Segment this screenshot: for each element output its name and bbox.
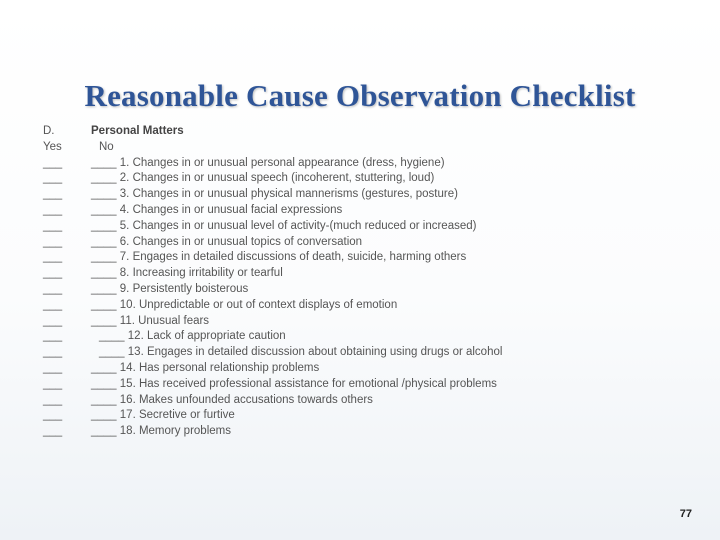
section-letter: D.	[43, 125, 55, 137]
yes-blank: ___	[43, 346, 63, 359]
checklist-item	[43, 298, 703, 314]
item-text: ____ 9. Persistently boisterous	[91, 282, 249, 295]
item-text: ____ 3. Changes in or unusual physical mannerisms (gestures, posture)	[91, 188, 458, 201]
checklist-item	[43, 203, 703, 219]
checklist-item	[43, 187, 703, 203]
checklist-item	[43, 156, 703, 172]
yes-no-header	[43, 140, 703, 156]
page-number: 77	[679, 508, 692, 520]
yes-blank: ___	[43, 393, 63, 406]
checklist-item	[43, 266, 703, 282]
checklist	[43, 124, 703, 440]
yes-blank: ___	[43, 188, 63, 201]
yes-blank: ___	[43, 282, 63, 295]
item-text: ____ 8. Increasing irritability or tearful	[91, 267, 283, 280]
yes-blank: ___	[43, 251, 63, 264]
yes-blank: ___	[43, 425, 63, 438]
item-text: ____ 14. Has personal relationship problems	[91, 361, 320, 374]
checklist-item	[43, 235, 703, 251]
no-label: No	[99, 140, 114, 153]
yes-blank: ___	[43, 219, 63, 232]
checklist-item	[43, 361, 703, 377]
checklist-item	[43, 314, 703, 330]
yes-blank: ___	[43, 330, 63, 343]
yes-blank: ___	[43, 314, 63, 327]
checklist-item	[43, 377, 703, 393]
checklist-item	[43, 219, 703, 235]
item-text: ____ 18. Memory problems	[91, 425, 231, 438]
yes-blank: ___	[43, 298, 63, 311]
yes-blank: ___	[43, 203, 63, 216]
checklist-item	[43, 250, 703, 266]
item-text: ____ 7. Engages in detailed discussions of death, suicide, harming others	[91, 251, 467, 264]
checklist-item	[43, 408, 703, 424]
section-title: Personal Matters	[91, 125, 184, 137]
checklist-item	[43, 329, 703, 345]
item-text: ____ 4. Changes in or unusual facial expressions	[91, 203, 343, 216]
yes-blank: ___	[43, 156, 63, 169]
item-text: ____ 15. Has received professional assistance for emotional /physical problems	[91, 377, 497, 390]
item-text: ____ 12. Lack of appropriate caution	[99, 330, 286, 343]
checklist-item	[43, 345, 703, 361]
yes-blank: ___	[43, 361, 63, 374]
yes-blank: ___	[43, 267, 63, 280]
item-text: ____ 6. Changes in or unusual topics of conversation	[91, 235, 363, 248]
item-text: ____ 5. Changes in or unusual level of activity-(much reduced or increased)	[91, 219, 477, 232]
yes-blank: ___	[43, 235, 63, 248]
yes-label: Yes	[43, 140, 62, 153]
item-text: ____ 2. Changes in or unusual speech (incoherent, stuttering, loud)	[91, 172, 435, 185]
item-text: ____ 13. Engages in detailed discussion about obtaining using drugs or alcohol	[99, 346, 503, 359]
slide-title: Reasonable Cause Observation Checklist	[84, 78, 636, 113]
item-text: ____ 10. Unpredictable or out of context displays of emotion	[91, 298, 398, 311]
checklist-item	[43, 282, 703, 298]
yes-blank: ___	[43, 172, 63, 185]
section-header	[43, 124, 703, 140]
item-text: ____ 16. Makes unfounded accusations towards others	[91, 393, 373, 406]
yes-blank: ___	[43, 409, 63, 422]
yes-blank: ___	[43, 377, 63, 390]
item-text: ____ 1. Changes in or unusual personal appearance (dress, hygiene)	[91, 156, 445, 169]
checklist-item	[43, 393, 703, 409]
item-text: ____ 17. Secretive or furtive	[91, 409, 235, 422]
checklist-item	[43, 424, 703, 440]
checklist-item	[43, 171, 703, 187]
item-text: ____ 11. Unusual fears	[91, 314, 210, 327]
